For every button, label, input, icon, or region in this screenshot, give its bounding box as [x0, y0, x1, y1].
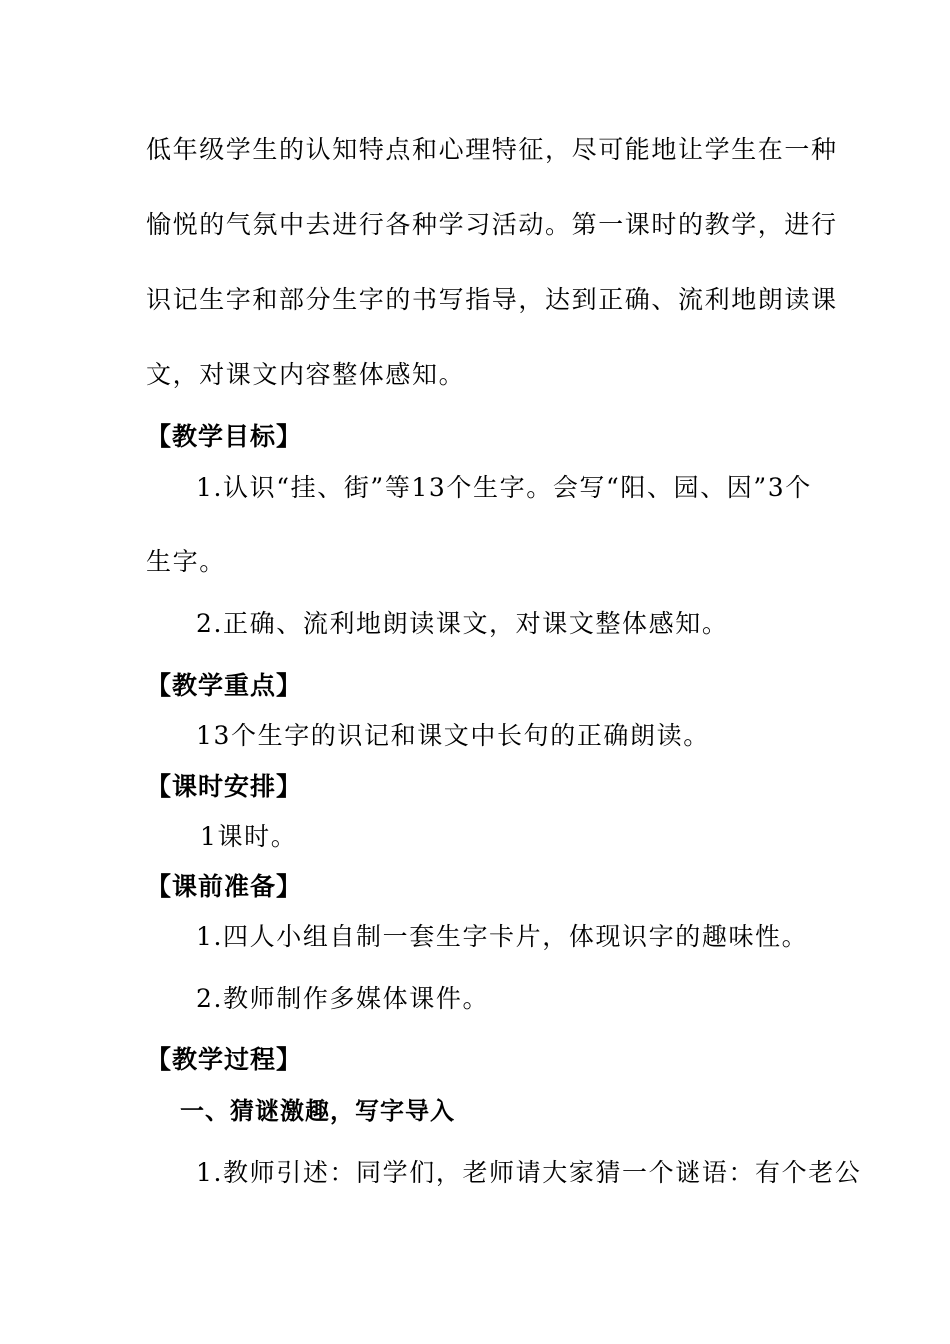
process-section-1-title: 一、猜谜激趣，写字导入 — [180, 1097, 455, 1125]
key-points-text: 13个生字的识记和课文中长句的正确朗读。 — [196, 721, 710, 750]
objectives-item-1-line-2: 生字。 — [146, 547, 226, 576]
intro-line-1: 低年级学生的认知特点和心理特征，尽可能地让学生在一种 — [146, 135, 838, 164]
objectives-item-1-line-1: 1.认识“挂、街”等13个生字。会写“阳、园、因”3个 — [196, 473, 812, 502]
intro-line-2: 愉悦的气氛中去进行各种学习活动。第一课时的教学，进行 — [146, 210, 838, 239]
key-points-heading: 【教学重点】 — [146, 671, 303, 700]
schedule-heading: 【课时安排】 — [146, 772, 303, 801]
preparation-heading: 【课前准备】 — [146, 872, 303, 901]
preparation-item-1: 1.四人小组自制一套生字卡片，体现识字的趣味性。 — [196, 922, 809, 951]
intro-line-3: 识记生字和部分生字的书写指导，达到正确、流利地朗读课 — [146, 285, 838, 314]
objectives-item-2: 2.正确、流利地朗读课文，对课文整体感知。 — [196, 609, 729, 638]
process-heading: 【教学过程】 — [146, 1045, 303, 1074]
schedule-text: 1课时。 — [200, 822, 298, 851]
intro-line-4: 文，对课文内容整体感知。 — [146, 360, 466, 389]
preparation-item-2: 2.教师制作多媒体课件。 — [196, 984, 490, 1013]
process-item-1: 1.教师引述：同学们，老师请大家猜一个谜语：有个老公 — [196, 1158, 862, 1187]
objectives-heading: 【教学目标】 — [146, 422, 303, 451]
